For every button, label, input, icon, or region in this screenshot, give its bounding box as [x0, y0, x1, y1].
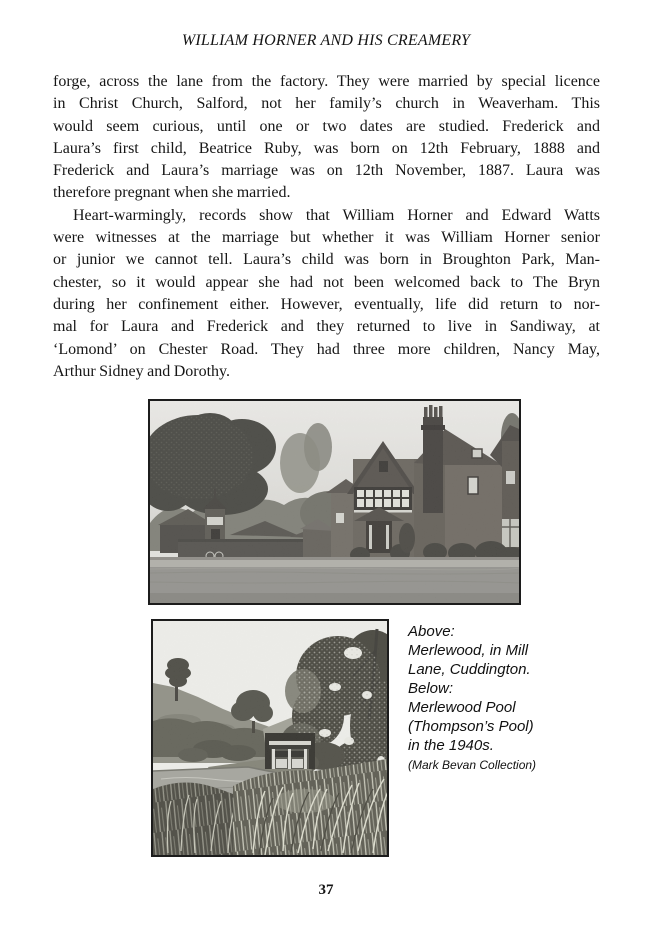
body-text	[53, 71, 600, 383]
text-line: would seem curious, until one or two dates are studied. Frederick and	[53, 117, 600, 135]
text-line: during her confinement either. However, eventually, life did return to nor-	[53, 295, 600, 313]
text-line: Laura’s first child, Beatrice Ruby, was born on 12th February, 1888 and	[53, 139, 600, 157]
text-line: forge, across the lane from the factory. They were married by special licence	[53, 73, 600, 90]
caption-line: (Thompson’s Pool)	[408, 718, 534, 735]
text-line: chester, so it would appear she had not been welcomed back to The Bryn	[53, 273, 600, 291]
text-line: ‘Lomond’ on Chester Road. They had three more children, Nancy May,	[53, 340, 600, 358]
text-line: or junior we cannot tell. Laura’s child was born in Broughton Park, Man-	[53, 251, 600, 269]
caption-line: Merlewood, in Mill	[408, 642, 529, 659]
text-line: in Christ Church, Salford, not her family’s church in Weaverham. This	[53, 95, 600, 113]
caption-line: Above:	[408, 623, 455, 640]
photo-merlewood-house	[148, 399, 521, 605]
caption-line: in the 1940s.	[408, 737, 494, 754]
caption-line: Below:	[408, 680, 454, 697]
text-line: Heart-warmingly, records show that William Horner and Edward Watts	[73, 206, 600, 224]
text-line: mal for Laura and Frederick and they returned to live in Sandiway, at	[53, 318, 600, 336]
merlewood-pool-illustration	[153, 621, 387, 855]
merlewood-house-illustration	[150, 401, 519, 603]
page-number: 37	[318, 882, 334, 898]
film-grain	[153, 621, 387, 855]
photo-caption	[408, 622, 568, 773]
page-header: WILLIAM HORNER AND HIS CREAMERY	[181, 32, 471, 49]
caption-line: Lane, Cuddington.	[408, 661, 531, 678]
text-line: were witnesses at the marriage but whether it was William Horner senior	[53, 229, 600, 247]
film-grain	[150, 401, 519, 603]
text-line: Arthur Sidney and Dorothy.	[53, 362, 230, 380]
text-line: Frederick and Laura’s marriage was on 12th November, 1887. Laura was	[53, 162, 600, 180]
photo-caption-lines	[408, 622, 568, 755]
caption-line: Merlewood Pool	[408, 699, 516, 716]
photo-merlewood-pool	[151, 619, 389, 857]
text-line: therefore pregnant when she married.	[53, 184, 291, 202]
photo-credit: (Mark Bevan Collection)	[408, 758, 537, 772]
